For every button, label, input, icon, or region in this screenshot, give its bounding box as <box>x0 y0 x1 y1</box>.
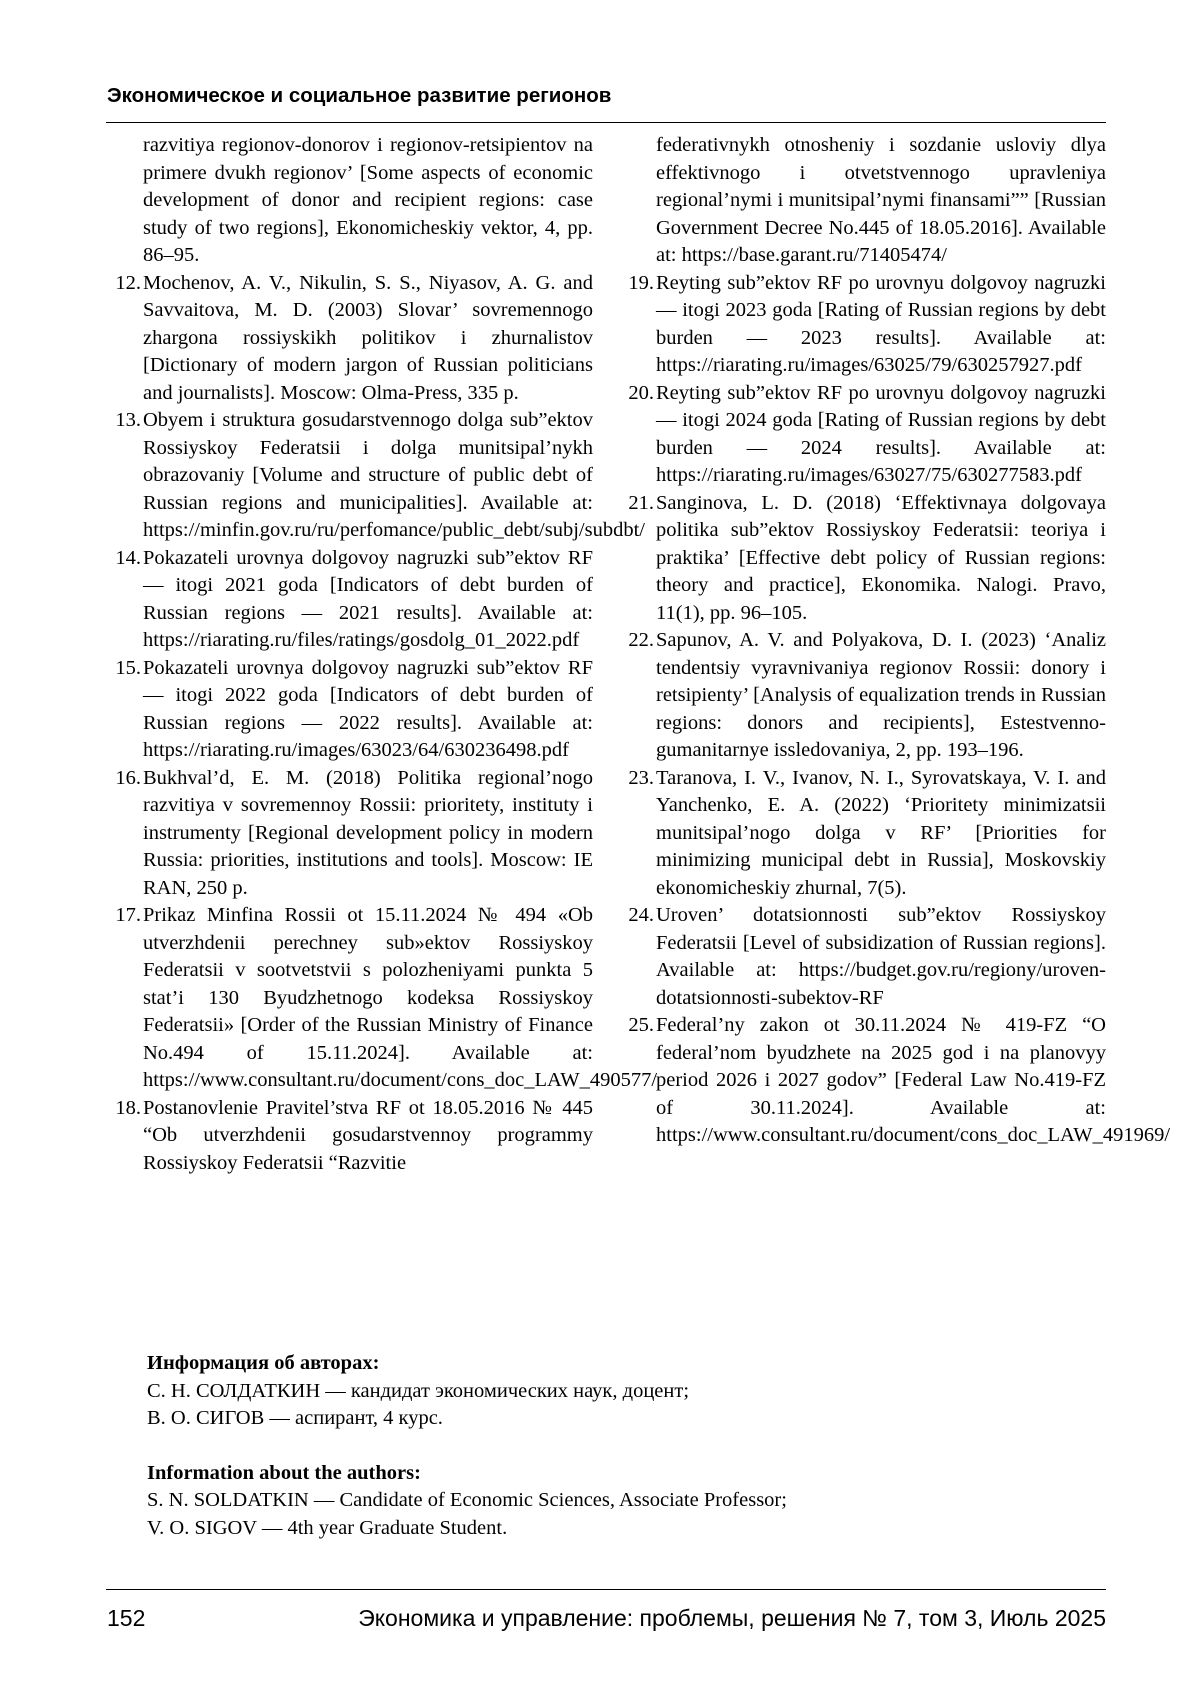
reference-text: Bukhval’d, E. M. (2018) Politika regional’nogo razvitiya v sovremennoy Rossii: prioritety, instituty i instrumenty [Regional development policy in modern Russia: priorities, institutions and tools]. Moscow: IE RAN, 250 p. <box>143 766 593 899</box>
reference-text: Reyting sub”ektov RF po urovnyu dolgovoy nagruzki — itogi 2023 goda [Rating of Russian regions by debt burden — 2023 results]. Available at: https://riarating.ru/images/63025/79/630257927.pdf <box>656 271 1106 376</box>
reference-number: 21. <box>628 491 654 514</box>
reference-number: 16. <box>115 766 141 789</box>
footer-rule <box>106 1589 1106 1590</box>
reference-text: Federal’ny zakon ot 30.11.2024 № 419-FZ “O federal’nom byudzhete na 2025 god i na planovyy period 2026 i 2027 godov” [Federal Law No.419-FZ of 30.11.2024]. Available at: https://www.consultant.ru/document/cons_doc_LAW_491969/ <box>656 1014 1171 1146</box>
reference-text: Sanginova, L. D. (2018) ‘Effektivnaya dolgovaya politika sub”ektov Rossiyskoy Federatsii: teoriya i praktika’ [Effective debt policy of Russian regions: theory and practice], Ekonomika. Nalogi. Pravo, 11(1), pp. 96–105. <box>656 491 1106 624</box>
reference-item <box>105 270 593 408</box>
reference-item <box>618 380 1106 490</box>
page-number: 152 <box>107 1605 146 1631</box>
reference-number: 24. <box>628 904 654 926</box>
reference-text: Obyem i struktura gosudarstvennogo dolga sub”ektov Rossiyskoy Federatsii i dolga munitsipal’nykh obrazovaniy [Volume and structure of public debt of Russian regions and municipalities]. Available at: https://minfin.gov.ru/ru/perfomance/public_debt/subj/subdbt/ <box>143 409 645 541</box>
reference-text: Pokazateli urovnya dolgovoy nagruzki sub”ektov RF — itogi 2021 goda [Indicators of debt burden of Russian regions — 2021 results]. Available at: https://riarating.ru/files/ratings/gosdolg_01_2022.pdf <box>143 546 593 651</box>
references-right-column <box>618 132 1171 1150</box>
authors-info <box>147 1350 1107 1542</box>
journal-footer: Экономика и управление: проблемы, решения № 7, том 3, Июль 2025 <box>358 1605 1106 1631</box>
reference-number: 17. <box>115 904 141 926</box>
reference-number: 13. <box>115 409 141 431</box>
reference-item <box>105 1095 593 1178</box>
reference-text: Prikaz Minfina Rossii ot 15.11.2024 № 494 «Ob utverzhdenii perechney sub»ektov Rossiyskoy Federatsii v sootvetstvii s polozheniyami punkta 5 stat’i 130 Byudzhetnogo kodeksa Rossiyskoy Federatsii» [Order of the Russian Ministry of Finance No.494 of 15.11.2024]. Available at: https://www.consultant.ru/document/cons_doc_LAW_490577/ <box>143 904 658 1091</box>
spacer <box>147 1433 1107 1460</box>
reference-number: 12. <box>115 271 141 294</box>
reference-number: 20. <box>628 381 654 404</box>
reference-text: Postanovlenie Pravitel’stva RF ot 18.05.2016 № 445 “Ob utverzhdenii gosudarstvennoy programmy Rossiyskoy Federatsii “Razvitie <box>143 1096 593 1174</box>
reference-number: 15. <box>115 656 141 679</box>
reference-number: 22. <box>628 629 654 651</box>
reference-text: Reyting sub”ektov RF po urovnyu dolgovoy nagruzki — itogi 2024 goda [Rating of Russian regions by debt burden — 2024 results]. Available at: https://riarating.ru/images/63027/75/630277583.pdf <box>656 381 1106 486</box>
reference-item <box>618 270 1106 380</box>
header-rule <box>106 122 1106 123</box>
reference-text: razvitiya regionov-donorov i regionov-retsipientov na primere dvukh regionov’ [Some aspects of economic development of donor and recipient regions: case study of two regions], Ekonomicheskiy vektor, 4, pp. 86–95. <box>143 134 593 266</box>
reference-item <box>618 132 1106 270</box>
reference-text: Uroven’ dotatsionnosti sub”ektov Rossiyskoy Federatsii [Level of subsidization of Russian regions]. Available at: https://budget.gov.ru/regiony/uroven-dotatsionnosti-subektov-RF <box>656 904 1106 1009</box>
reference-item <box>105 545 593 655</box>
authors-ru-heading: Информация об авторах: <box>147 1352 380 1374</box>
author-line: С. Н. СОЛДАТКИН — кандидат экономических наук, доцент; <box>147 1379 690 1402</box>
reference-text: Sapunov, A. V. and Polyakova, D. I. (2023) ‘Analiz tendentsiy vyravnivaniya regionov Rossii: donory i retsipienty’ [Analysis of equalization trends in Russian regions: donors and recipients], Estestvenno-gumanitarnye issledovaniya, 2, pp. 193–196. <box>656 629 1106 761</box>
author-line: S. N. SOLDATKIN — Candidate of Economic Sciences, Associate Professor; <box>147 1489 787 1511</box>
reference-text: federativnykh otnosheniy i sozdanie usloviy dlya effektivnogo i otvetstvennogo upravleniya regional’nymi i munitsipal’nymi finansami”” [Russian Government Decree No.445 of 18.05.2016]. Available at: https://base.garant.ru/71405474/ <box>656 134 1106 266</box>
reference-number: 25. <box>628 1014 654 1036</box>
reference-item <box>618 627 1106 765</box>
reference-number: 19. <box>628 271 654 294</box>
reference-item <box>618 1012 1171 1150</box>
reference-number: 14. <box>115 546 141 569</box>
reference-item <box>105 765 593 903</box>
reference-text: Taranova, I. V., Ivanov, N. I., Syrovatskaya, V. I. and Yanchenko, E. A. (2022) ‘Prioritety minimizatsii munitsipal’nogo dolga v RF’ [Priorities for minimizing municipal debt in Russia], Moskovskiy ekonomicheskiy zhurnal, 7(5). <box>656 766 1106 899</box>
author-line: V. O. SIGOV — 4th year Graduate Student. <box>147 1516 508 1539</box>
reference-item <box>105 655 593 765</box>
reference-number: 23. <box>628 766 654 789</box>
authors-en-heading: Information about the authors: <box>147 1461 421 1484</box>
reference-text: Pokazateli urovnya dolgovoy nagruzki sub”ektov RF — itogi 2022 goda [Indicators of debt burden of Russian regions — 2022 results]. Available at: https://riarating.ru/images/63023/64/630236498.pdf <box>143 656 593 761</box>
reference-item <box>618 765 1106 903</box>
reference-text: Mochenov, A. V., Nikulin, S. S., Niyasov, A. G. and Savvaitova, M. D. (2003) Slovar’ sovremennogo zhargona rossiyskikh politikov i zhurnalistov [Dictionary of modern jargon of Russian politicians and journalists]. Moscow: Olma-Press, 335 p. <box>143 271 593 404</box>
running-header: Экономическое и социальное развитие регионов <box>107 84 612 107</box>
reference-item <box>618 490 1106 628</box>
reference-number: 18. <box>115 1096 141 1119</box>
reference-item <box>618 902 1106 1012</box>
author-line: В. О. СИГОВ — аспирант, 4 курс. <box>147 1407 443 1429</box>
reference-item <box>105 132 593 270</box>
